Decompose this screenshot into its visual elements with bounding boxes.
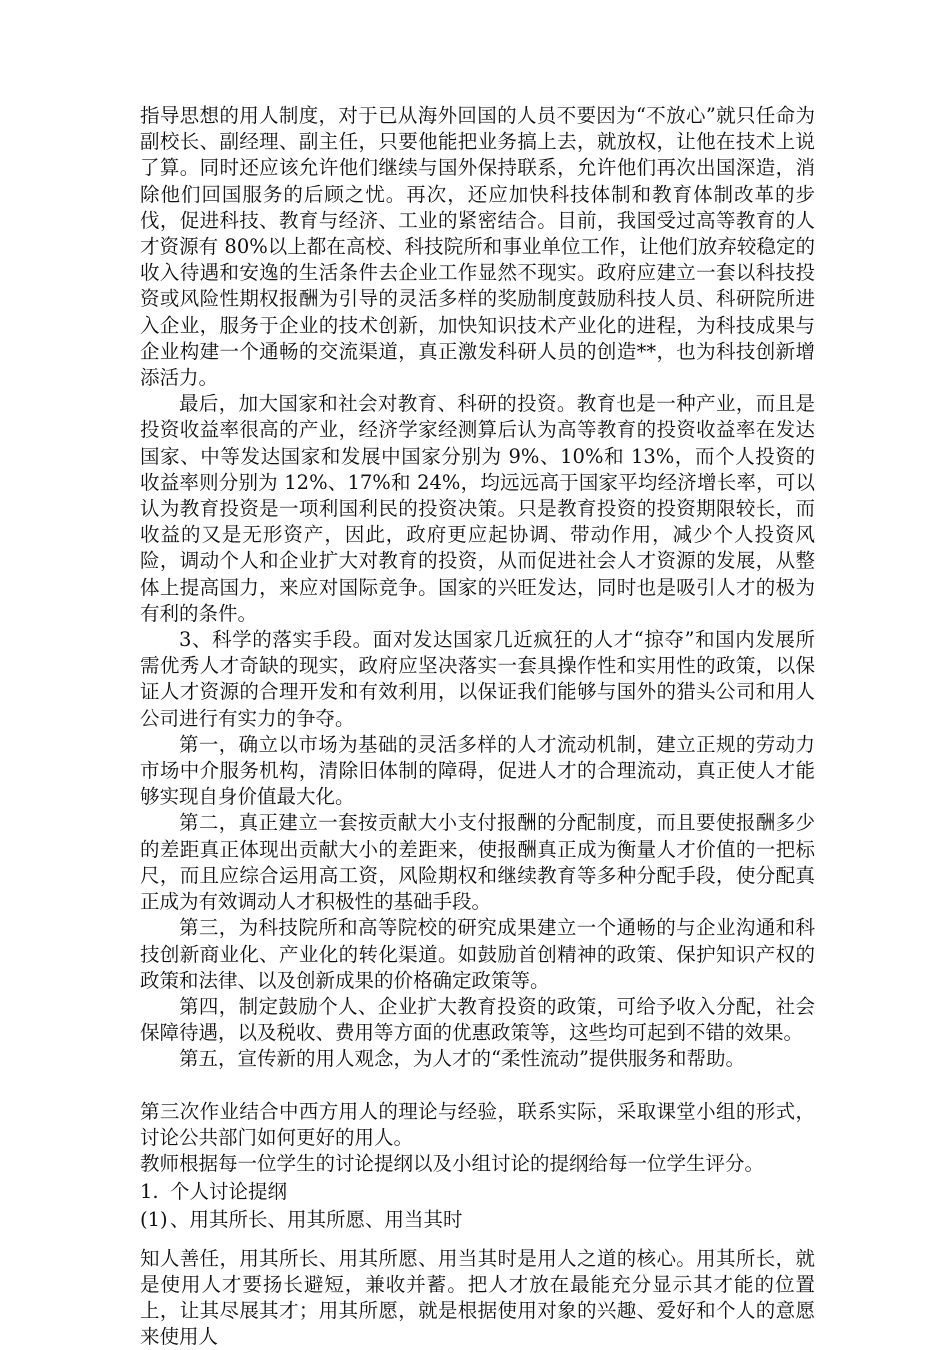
paragraph-first: 第一，确立以市场为基础的灵活多样的人才流动机制，建立正规的劳动力市场中介服务机构，清除旧体制的障碍，促进人才的合理流动，真正使人才能够实现自身价值最大化。 (140, 732, 815, 809)
paragraph-investment: 最后，加大国家和社会对教育、科研的投资。教育也是一种产业，而且是投资收益率很高的产业，经济学家经测算后认为高等教育的投资收益率在发达国家、中等发达国家和发展中国家分别为 9%、10%和 13%，而个人投资的收益率则分别为 12%、17%和 24%，均远远高于国家平均经济增长率，可以认为教育投资是一项利国利民的投资决策。只是教育投资的投资期限较长，而收益的又是无形资产，因此，政府更应起协调、带动作用，减少个人投资风险，调动个人和企业扩大对教育的投资，从而促进社会人才资源的发展，从整体上提高国力，来应对国际竞争。国家的兴旺发达，同时也是吸引人才的极为有利的条件。 (140, 392, 815, 625)
outline-subheading (140, 1207, 815, 1233)
outline-title: 个人讨论提纲 (170, 1180, 288, 1204)
paragraph-talent-use: 知人善任，用其所长、用其所愿、用当其时是用人之道的核心。用其所长，就是使用人才要扬长避短，兼收并蓄。把人才放在最能充分显示其才能的位置上，让其尽展其才；用其所愿，就是根据使用对象的兴趣、爱好和个人的意愿来使用人 (140, 1246, 815, 1349)
subheading-title: 、用其所长、用其所愿、用当其时 (170, 1208, 463, 1232)
paragraph-implementation: 3、科学的落实手段。面对发达国家几近疯狂的人才“掠夺”和国内发展所需优秀人才奇缺的现实，政府应坚决落实一套具操作性和实用性的政策，以保证人才资源的合理开发和有效利用，以保证我们能够与国外的猎头公司和用人公司进行有实力的争夺。 (140, 628, 815, 730)
paragraph-fourth: 第四，制定鼓励个人、企业扩大教育投资的政策，可给予收入分配，社会保障待遇，以及税收、费用等方面的优惠政策等，这些均可起到不错的效果。 (140, 994, 815, 1045)
paragraph-fifth: 第五，宣传新的用人观念，为人才的“柔性流动”提供服务和帮助。 (179, 1047, 745, 1071)
subheading-number: (1) (140, 1208, 168, 1232)
outline-number: 1. (140, 1180, 159, 1204)
assignment-three: 第三次作业结合中西方用人的理论与经验，联系实际，采取课堂小组的形式，讨论公共部门如何更好的用人。 (140, 1099, 815, 1149)
paragraph-third: 第三，为科技院所和高等院校的研究成果建立一个通畅的与企业沟通和科技创新商业化、产业化的转化渠道。如鼓励首创精神的政策、保护知识产权的政策和法律、以及创新成果的价格确定政策等。 (140, 916, 815, 992)
paragraph-second: 第二，真正建立一套按贡献大小支付报酬的分配制度，而且要使报酬多少的差距真正体现出贡献大小的差距来，使报酬真正成为衡量人才价值的一把标尺，而且应综合运用高工资，风险期权和继续教育等多种分配手段，使分配真正成为有效调动人才积极性的基础手段。 (140, 811, 815, 914)
paragraph-continued: 指导思想的用人制度，对于已从海外回国的人员不要因为“不放心”就只任命为副校长、副经理、副主任，只要他能把业务搞上去，就放权，让他在技术上说了算。同时还应该允许他们继续与国外保持联系，允许他们再次出国深造，消除他们回国服务的后顾之忧。再次，还应加快科技体制和教育体制改革的步伐，促进科技、教育与经济、工业的紧密结合。目前，我国受过高等教育的人才资源有 80%以上都在高校、科技院所和事业单位工作，让他们放弃较稳定的收入待遇和安逸的生活条件去企业工作显然不现实。政府应建立一套以科技投资或风险性期权报酬为引导的灵活多样的奖励制度鼓励科技人员、科研院所进入企业，服务于企业的技术创新，加快知识技术产业化的进程，为科技成果与企业构建一个通畅的交流渠道，真正激发科研人员的创造**，也为科技创新增添活力。 (140, 104, 815, 390)
grading-note: 教师根据每一位学生的讨论提纲以及小组讨论的提纲给每一位学生评分。 (140, 1151, 765, 1175)
document-page (140, 103, 815, 1350)
outline-heading (140, 1179, 815, 1205)
